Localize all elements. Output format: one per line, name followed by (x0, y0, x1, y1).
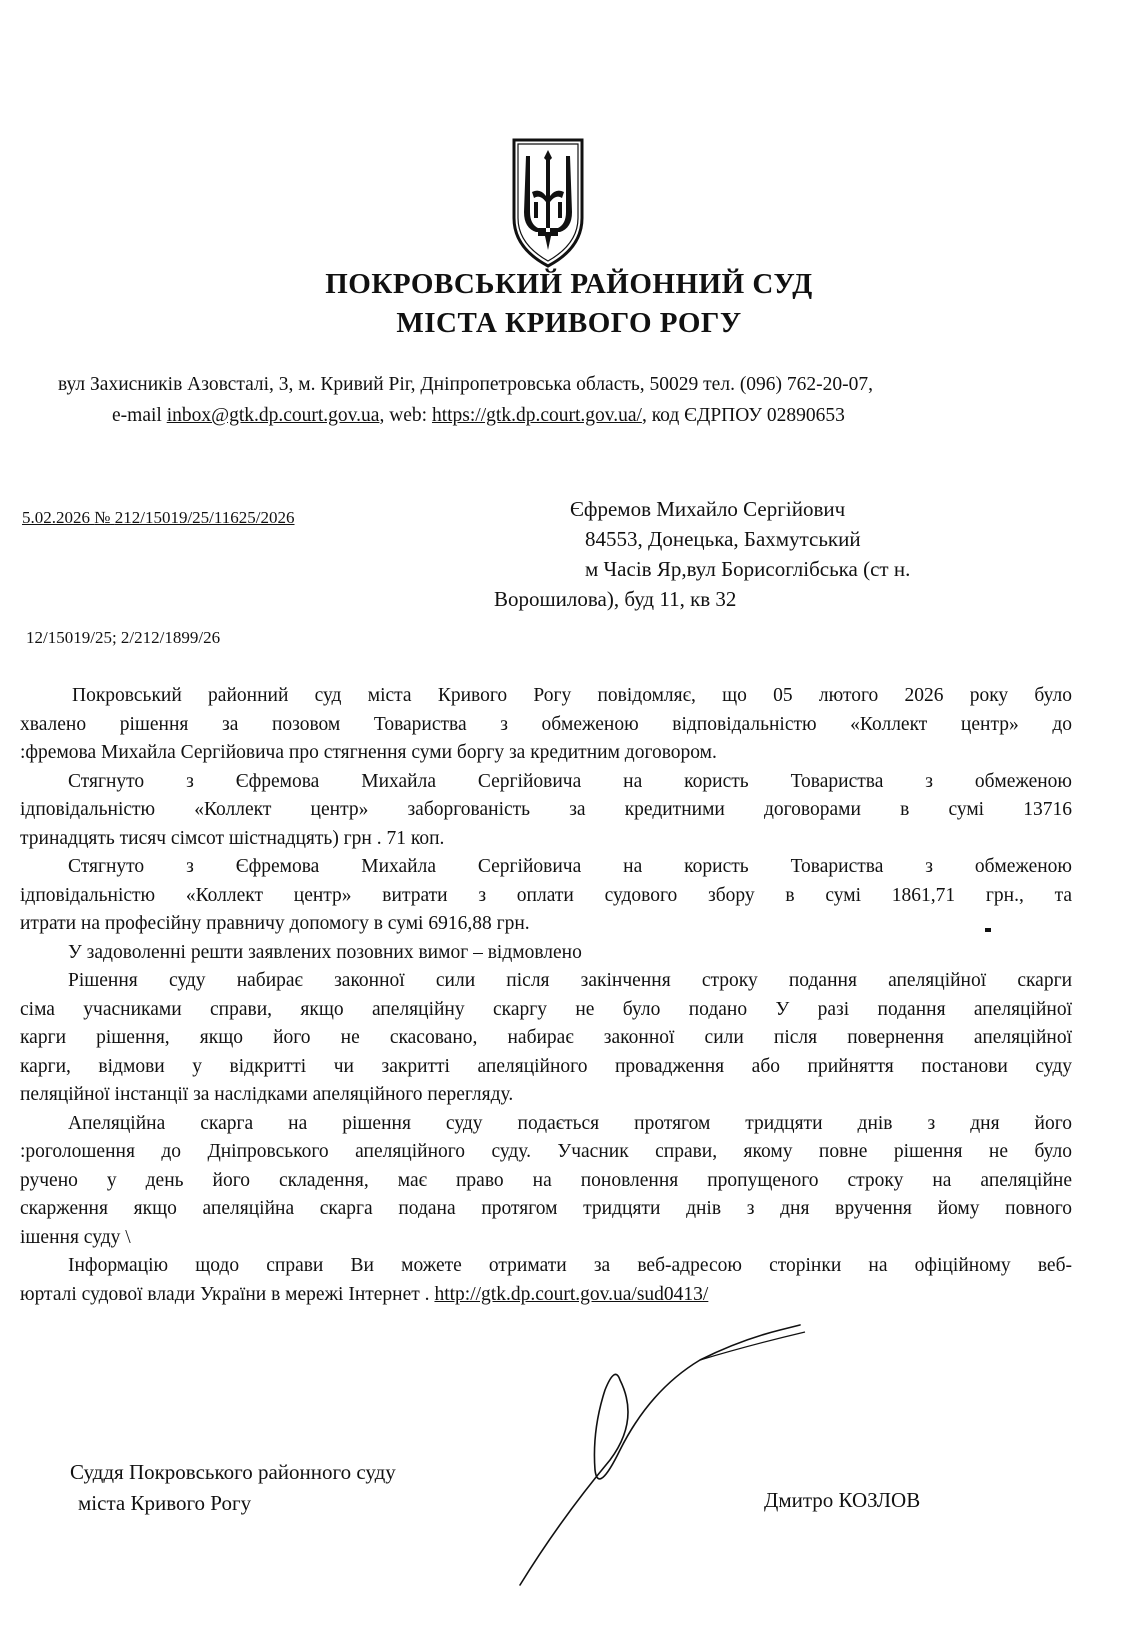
body-line: итрати на професійну правничу допомогу в сумі 6916,88 грн. (20, 913, 530, 934)
judge-title-line1: Суддя Покровського районного суду (70, 1460, 396, 1484)
judge-title-line2: міста Кривого Рогу (78, 1491, 252, 1515)
body-line (20, 1281, 1072, 1310)
body-line: ручено у день його складення, має право на поновлення пропущеного строку на апеляційне (20, 1169, 1072, 1191)
outgoing-number: 212/15019/25/11625/2026 (114, 508, 295, 527)
case-numbers: 12/15019/25; 2/212/1899/26 (26, 628, 221, 647)
web-label: web: (389, 405, 428, 426)
body-line: У задоволенні решти заявлених позовних вимог – відмовлено (68, 941, 582, 963)
body-line: :фремова Михайла Сергійовича про стягнення суми боргу за кредитним договором. (20, 742, 717, 763)
portal-text: юрталі судової влади України в мережі Інтернет . (20, 1283, 435, 1305)
outgoing-number-label: № (94, 508, 111, 527)
court-name-line1: ПОКРОВСЬКИЙ РАЙОННИЙ СУД (325, 268, 813, 300)
body-line: хвалено рішення за позовом Товариства з обмеженою відповідальністю «Коллект центр» до (20, 713, 1072, 735)
letter-body (20, 682, 1072, 1309)
recipient-name: Єфремов Михайло Сергійович (570, 497, 846, 521)
body-line: сіма учасниками справи, якщо апеляційну скаргу не було подано У разі подання апеляційної (20, 998, 1072, 1020)
body-line: Рішення суду набирає законної сили після закінчення строку подання апеляційної скарги (68, 970, 1072, 991)
recipient-address-line2: м Часів Яр,вул Борисоглібська (ст н. (585, 557, 911, 581)
body-line: ідповідальністю «Коллект центр» витрати з оплати судового збору в сумі 1861,71 грн., та (20, 884, 1072, 906)
coat-of-arms-icon (508, 132, 588, 270)
stray-mark (985, 928, 991, 932)
body-line: карги, відмови у відкритті чи закритті апеляційного провадження або прийняття постанови суду (20, 1055, 1072, 1077)
email-link[interactable]: inbox@gtk.dp.court.gov.ua (166, 405, 380, 426)
judge-name: Дмитро КОЗЛОВ (764, 1488, 921, 1512)
case-info-link[interactable]: http://gtk.dp.court.gov.ua/sud0413/ (434, 1283, 709, 1305)
body-line: ішення суду \ (20, 1226, 131, 1248)
body-line: Покровський районний суд міста Кривого Рогу повідомляє, що 05 лютого 2026 року було (72, 685, 1072, 706)
body-line: ідповідальністю «Коллект центр» заборгованість за кредитними договорами в сумі 13716 (20, 799, 1072, 820)
court-name-line2: МІСТА КРИВОГО РОГУ (396, 307, 742, 339)
judge-signature (500, 1320, 820, 1590)
outgoing-reference (22, 508, 295, 528)
body-line: :роголошення до Дніпровського апеляційного суду. Учасник справи, якому повне рішення не було (20, 1141, 1072, 1162)
recipient-address-line3: Ворошилова), буд 11, кв 32 (494, 587, 737, 611)
body-line: Стягнуто з Єфремова Михайла Сергійовича на користь Товариства з обмеженою (68, 770, 1072, 792)
body-line: карги рішення, якщо його не скасовано, набирає законної сили після повернення апеляційної (20, 1027, 1072, 1048)
web-link[interactable]: https://gtk.dp.court.gov.ua/ (431, 405, 642, 426)
email-label: e-mail (112, 405, 162, 426)
body-line: Апеляційна скарга на рішення суду подається протягом тридцяти днів з дня його (68, 1112, 1072, 1134)
body-line: Стягнуто з Єфремова Михайла Сергійовича на користь Товариства з обмеженою (68, 856, 1072, 877)
body-line: пеляційної інстанції за наслідками апеляційного перегляду. (20, 1084, 514, 1105)
body-line: тринадцять тисяч сімсот шістнадцять) грн . 71 коп. (20, 827, 445, 849)
court-address: вул Захисників Азовсталі, 3, м. Кривий Ріг, Дніпропетровська область, 50029 тел. (096) 762-20-07, (58, 374, 874, 395)
court-contacts: e-mail inbox@gtk.dp.court.gov.ua, web: https://gtk.dp.court.gov.ua/, код ЄДРПОУ 02890653 (112, 405, 845, 426)
body-line: скарження якщо апеляційна скарга подана протягом тридцяти днів з дня вручення йому повного (20, 1198, 1072, 1219)
body-line: Інформацію щодо справи Ви можете отримати за веб-адресою сторінки на офіційному веб- (68, 1255, 1072, 1276)
outgoing-date: 5.02.2026 (22, 508, 90, 527)
edrpou-code: , код ЄДРПОУ 02890653 (641, 405, 845, 426)
recipient-address-line1: 84553, Донецька, Бахмутський (585, 527, 861, 551)
